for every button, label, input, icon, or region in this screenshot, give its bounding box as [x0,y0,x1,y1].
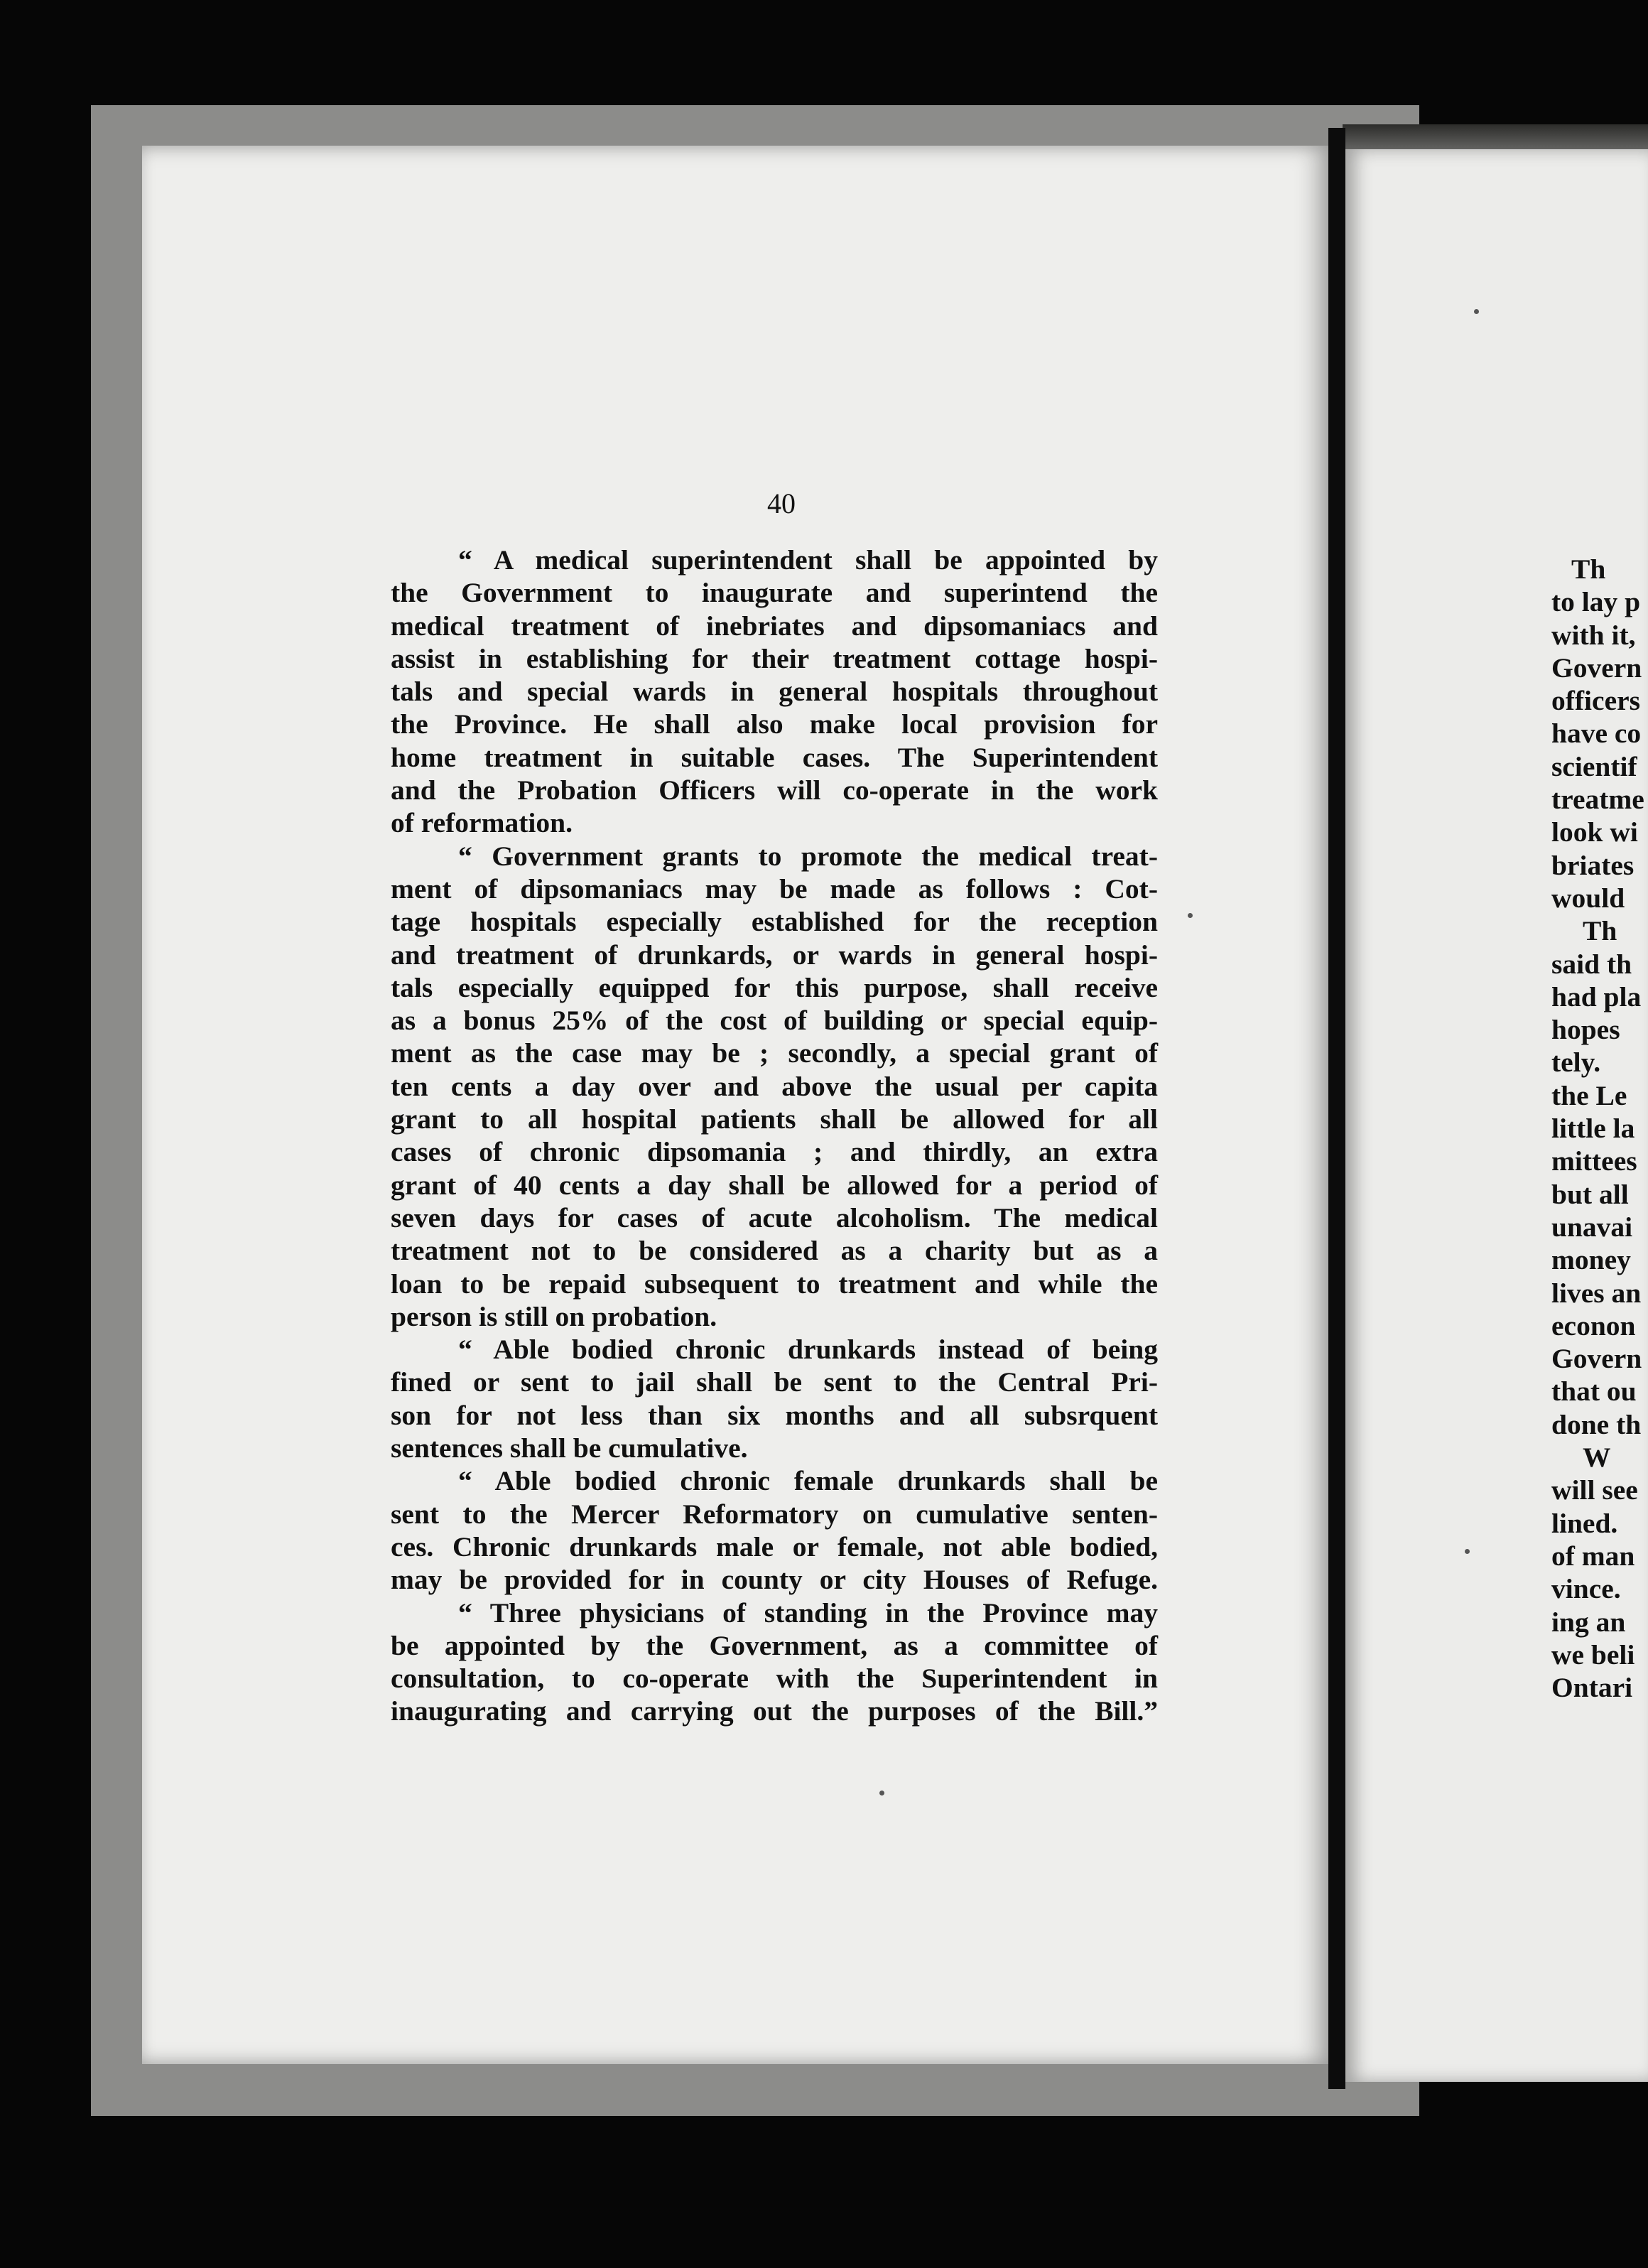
text-line: would [1551,882,1625,914]
text-line: ment of dipsomaniacs may be made as follows : Cot- [391,873,1158,904]
text-line: inaugurating and carrying out the purposes of the Bill.” [391,1695,1158,1727]
text-line: ten cents a day over and above the usual per capita [391,1070,1158,1102]
text-line: but all [1551,1178,1629,1210]
text-line: ment as the case may be ; secondly, a special grant of [391,1037,1158,1069]
text-line: ces. Chronic drunkards male or female, not able bodied, [391,1530,1158,1562]
text-line: sent to the Mercer Reformatory on cumulative senten- [391,1498,1158,1530]
text-line: lives an [1551,1277,1642,1309]
text-line: cases of chronic dipsomania ; and thirdly, an extra [391,1136,1158,1168]
text-line: unavai [1551,1211,1633,1243]
text-line: said th [1551,948,1632,980]
text-line: we beli [1551,1638,1635,1670]
text-line: ing an [1551,1606,1626,1638]
text-line: that ou [1551,1376,1637,1408]
text-line: “ Three physicians of standing in the Province may [458,1597,1158,1629]
text-line: have co [1551,718,1642,750]
text-line: tely. [1551,1047,1601,1079]
text-line: money [1551,1244,1631,1276]
text-line: Govern [1551,1343,1642,1375]
text-line: “ A medical superintendent shall be appointed by [458,544,1158,576]
text-line: the Le [1551,1079,1627,1111]
text-line: assist in establishing for their treatment cottage hospi- [391,642,1158,674]
text-line: W [1583,1442,1611,1474]
text-line: done th [1551,1408,1642,1440]
text-line: Th [1583,915,1617,947]
paper-speck [879,1791,884,1796]
text-line: look wi [1551,816,1638,848]
right-page-edge [1343,124,1648,153]
text-line: be appointed by the Government, as a committee of [391,1629,1158,1661]
text-line: tals especially equipped for this purpose, shall receive [391,971,1158,1003]
text-line: vince. [1551,1573,1621,1605]
text-line: tals and special wards in general hospitals throughout [391,676,1158,708]
paper-speck [1474,309,1479,314]
text-line: treatment not to be considered as a charity but as a [391,1235,1158,1267]
book-gutter [1328,128,1345,2089]
text-line: briates [1551,849,1635,881]
text-line: officers [1551,685,1640,717]
text-line: mittees [1551,1145,1637,1177]
paper-speck [1465,1549,1470,1554]
text-line: scientif [1551,750,1637,782]
text-line: son for not less than six months and all subsrquent [391,1399,1158,1431]
text-line: “ Able bodied chronic drunkards instead of being [458,1334,1158,1366]
page-number: 40 [767,487,796,519]
text-line: consultation, to co-operate with the Superintendent in [391,1663,1158,1695]
right-page-text [1551,553,1648,1704]
text-line: fined or sent to jail shall be sent to the Central Pri- [391,1366,1158,1398]
text-line: Govern [1551,652,1642,684]
text-line: loan to be repaid subsequent to treatment and while the [391,1268,1158,1300]
text-line: had pla [1551,981,1642,1012]
text-line: seven days for cases of acute alcoholism. The medical [391,1202,1158,1233]
text-line: grant of 40 cents a day shall be allowed for a period of [391,1169,1158,1201]
text-line: hopes [1551,1014,1620,1046]
text-line: Th [1571,554,1606,585]
body-text [391,544,1158,1728]
text-line: and the Probation Officers will co-operate in the work [391,774,1158,806]
text-line: as a bonus 25% of the cost of building or special equip- [391,1005,1158,1037]
text-line: Ontari [1551,1672,1633,1704]
text-line: grant to all hospital patients shall be allowed for all [391,1103,1158,1135]
text-line: may be provided for in county or city Houses of Refuge. [391,1564,1158,1596]
text-line: the Province. He shall also make local provision for [391,708,1158,740]
text-line: tage hospitals especially established for the reception [391,906,1158,938]
text-line: of man [1551,1540,1635,1572]
text-line: the Government to inaugurate and superintend the [391,577,1158,609]
text-line: person is still on probation. [391,1300,717,1332]
text-line: lined. [1551,1507,1618,1539]
text-line: treatme [1551,784,1644,816]
text-line: of reformation. [391,807,573,839]
text-line: and treatment of drunkards, or wards in general hospi- [391,939,1158,971]
text-line: “ Able bodied chronic female drunkards shall be [458,1465,1158,1497]
text-line: medical treatment of inebriates and dipsomaniacs and [391,610,1158,642]
text-line: sentences shall be cumulative. [391,1432,748,1464]
text-line: econon [1551,1310,1636,1341]
text-line: will see [1551,1474,1638,1506]
text-line: to lay p [1551,586,1641,618]
text-line: “ Government grants to promote the medical treat- [458,840,1158,872]
paper-speck [1188,913,1193,918]
text-line: home treatment in suitable cases. The Superintendent [391,741,1158,773]
text-line: little la [1551,1113,1635,1145]
text-line: with it, [1551,619,1636,651]
